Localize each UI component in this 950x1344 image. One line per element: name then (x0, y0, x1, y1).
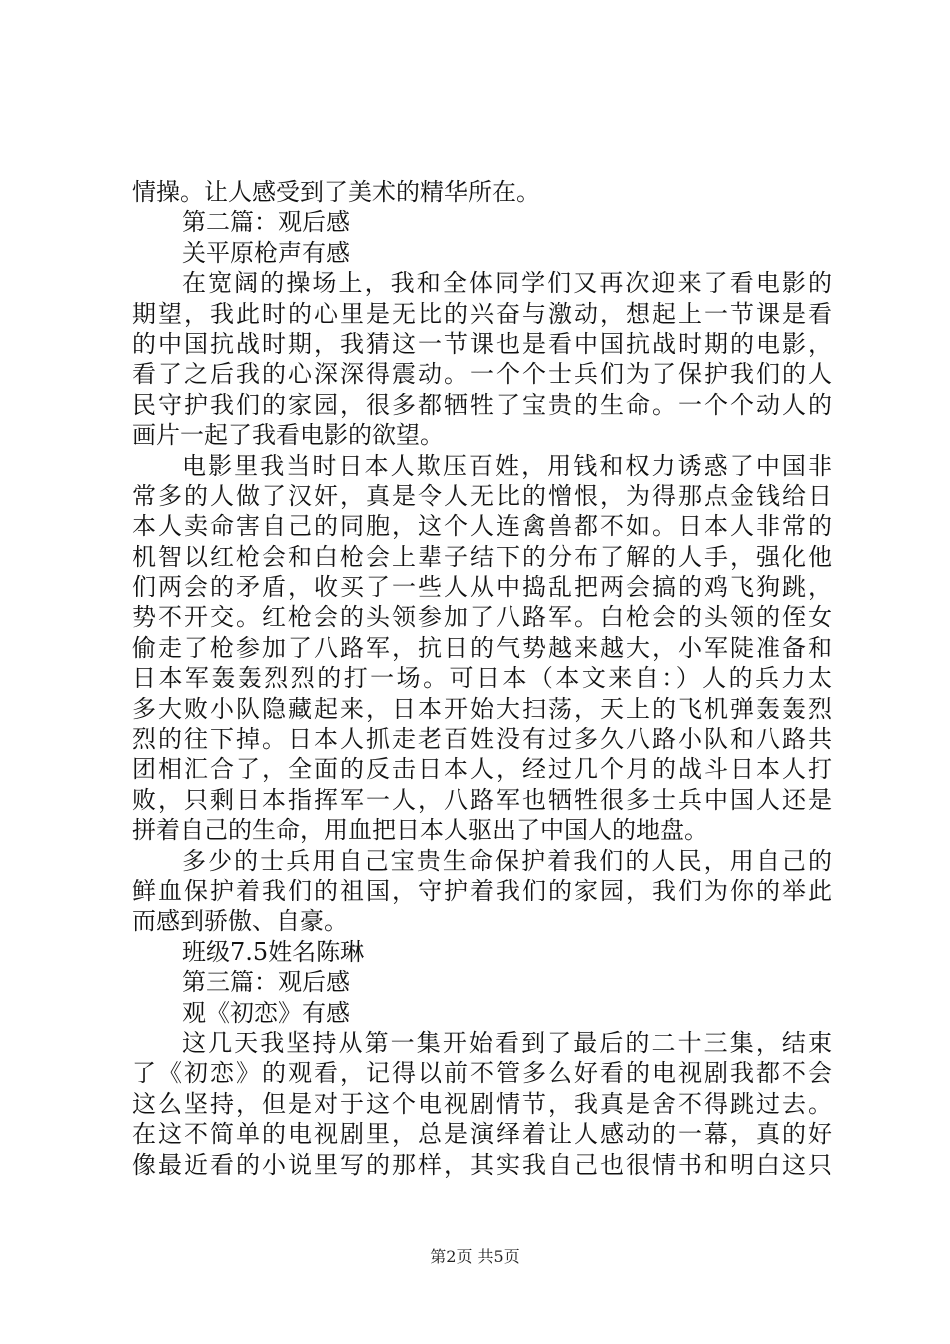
paragraph (132, 177, 832, 207)
paragraph (132, 238, 832, 268)
text-line: 关平原枪声有感 (182, 238, 350, 267)
text-line: 这几天我坚持从第一集开始看到了最后的二十三集，结束 (182, 1028, 832, 1057)
text-line: 们两会的矛盾，收买了一些人从中捣乱把两会搞的鸡飞狗跳， (132, 573, 832, 602)
text-line: 在这不简单的电视剧里，总是演绎着让人感动的一幕，真的好 (132, 1120, 832, 1149)
paragraph (132, 846, 832, 937)
text-line: 鲜血保护着我们的祖国，守护着我们的家园，我们为你的举此 (132, 876, 832, 905)
paragraph (132, 207, 832, 237)
text-line: 多大败小队隐藏起来，日本开始大扫荡，天上的飞机弹轰轰烈 (132, 694, 832, 723)
text-line: 画片一起了我看电影的欲望。 (132, 421, 444, 450)
paragraph (132, 937, 832, 967)
text-line: 期望，我此时的心里是无比的兴奋与激动，想起上一节课是看 (132, 299, 832, 328)
paragraph (132, 998, 832, 1028)
text-line: 败，只剩日本指挥军一人，八路军也牺牲很多士兵中国人还是 (132, 785, 832, 814)
paragraph (132, 268, 832, 450)
text-line: 势不开交。红枪会的头领参加了八路军。白枪会的头领的侄女 (132, 603, 832, 632)
text-line: 第三篇：观后感 (182, 968, 350, 997)
document-body (132, 177, 832, 1180)
page-footer: 第2页 共5页 (430, 1247, 520, 1266)
text-line: 常多的人做了汉奸，真是令人无比的憎恨，为得那点金钱给日 (132, 481, 832, 510)
text-line: 日本军轰轰烈烈的打一场。可日本（本文来自：）人的兵力太 (132, 664, 832, 693)
text-line: 偷走了枪参加了八路军，抗日的气势越来越大，小军陡准备和 (132, 633, 832, 662)
text-line: 像最近看的小说里写的那样，其实我自己也很情书和明白这只 (132, 1150, 832, 1179)
text-line: 多少的士兵用自己宝贵生命保护着我们的人民，用自己的 (182, 846, 832, 875)
text-line: 烈的往下掉。日本人抓走老百姓没有过多久八路小队和八路共 (132, 725, 832, 754)
text-line: 看了之后我的心深深得震动。一个个士兵们为了保护我们的人 (132, 360, 832, 389)
text-line: 拼着自己的生命，用血把日本人驱出了中国人的地盘。 (132, 816, 708, 845)
text-line: 而感到骄傲、自豪。 (132, 907, 348, 936)
text-line: 观《初恋》有感 (182, 998, 350, 1027)
text-line: 第二篇：观后感 (182, 208, 350, 237)
text-line: 的中国抗战时期，我猜这一节课也是看中国抗战时期的电影， (132, 329, 832, 358)
text-line: 本人卖命害自己的同胞，这个人连禽兽都不如。日本人非常的 (132, 512, 832, 541)
text-line: 电影里我当时日本人欺压百姓，用钱和权力诱惑了中国非 (182, 451, 832, 480)
text-line: 机智以红枪会和白枪会上辈子结下的分布了解的人手，强化他 (132, 542, 832, 571)
text-line: 民守护我们的家园，很多都牺牲了宝贵的生命。一个个动人的 (132, 390, 832, 419)
paragraph (132, 967, 832, 997)
text-line: 团相汇合了，全面的反击日本人，经过几个月的战斗日本人打 (132, 755, 832, 784)
text-line: 班级7.5姓名陈琳 (182, 937, 365, 966)
text-line: 了《初恋》的观看，记得以前不管多么好看的电视剧我都不会 (132, 1059, 832, 1088)
text-line: 情操。让人感受到了美术的精华所在。 (132, 178, 540, 206)
paragraph (132, 1028, 832, 1180)
text-line: 这么坚持，但是对于这个电视剧情节，我真是舍不得跳过去。 (132, 1089, 832, 1118)
text-line: 在宽阔的操场上，我和全体同学们又再次迎来了看电影的 (182, 269, 832, 298)
paragraph (132, 451, 832, 846)
